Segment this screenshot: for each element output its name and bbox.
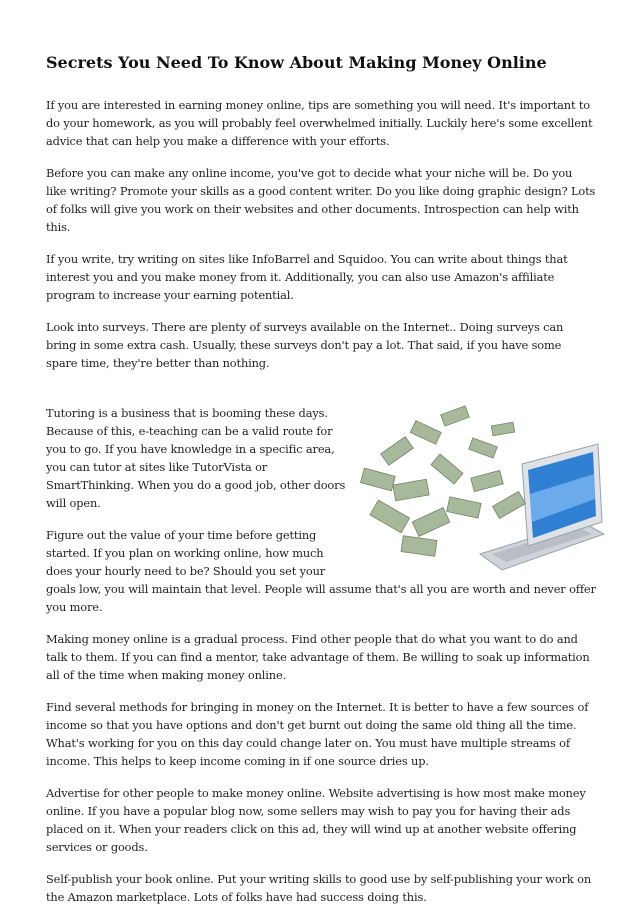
paragraph-intro: If you are interested in earning money online, tips are something you will need. It's important to do your homework, as you will probably feel overwhelmed initially. Luckily here's some excellent advice that can help you make a difference with your efforts. bbox=[46, 98, 593, 148]
bill bbox=[441, 406, 470, 426]
paragraph-writing-sites: If you write, try writing on sites like InfoBarrel and Squidoo. You can write about things that interest you and you make money from it. Additionally, you can also use Amazon's affiliate program to increase your earning potential. bbox=[46, 252, 568, 302]
document-page bbox=[46, 46, 596, 920]
bill bbox=[393, 479, 429, 501]
paragraph-multiple-methods: Find several methods for bringing in money on the Internet. It is better to have a few sources of income so that you have options and don't get burnt out doing the same old thing all the time. What's working for you on this day could change later on. You must have multiple streams of income. This helps to keep income coming in if one source dries up. bbox=[46, 700, 589, 768]
paragraph-surveys: Look into surveys. There are plenty of surveys available on the Internet.. Doing surveys can bring in some extra cash. Usually, these surveys don't pay a lot. That said, if you have some spare time, they're better than nothing. bbox=[46, 320, 564, 370]
section-spacer bbox=[46, 386, 596, 404]
bill bbox=[412, 508, 450, 537]
bill bbox=[447, 497, 481, 518]
bill bbox=[381, 437, 414, 466]
bill bbox=[491, 422, 514, 436]
bill bbox=[431, 454, 463, 484]
bill bbox=[410, 421, 441, 445]
paragraph-niche: Before you can make any online income, you've got to decide what your niche will be. Do you like writing? Promote your skills as a good content writer. Do you like doing graphic design? Lots of folks will give you work on their websites and other documents. Introspection can help with this. bbox=[46, 166, 596, 234]
paragraph-time-value: Figure out the value of your time before getting started. If you plan on working online, how much does your hourly need to be? Should you set your goals low, you will maintain that level. People will assume that's all you are worth and never offer you more. bbox=[46, 528, 596, 614]
paragraph-gradual-process: Making money online is a gradual process. Find other people that do what you want to do and talk to them. If you can find a mentor, take advantage of them. Be willing to soak up information all of the time when making money online. bbox=[46, 632, 590, 682]
bill bbox=[370, 500, 410, 533]
bill bbox=[471, 470, 504, 491]
bill bbox=[401, 536, 437, 557]
paragraph-advertise: Advertise for other people to make money online. Website advertising is how most make money online. If you have a popular blog now, some sellers may wish to pay you for having their ads placed on it. When your readers click on this ad, they will wind up at another website offering services or goods. bbox=[46, 786, 586, 854]
paragraph-tutoring: Tutoring is a business that is booming these days. Because of this, e-teaching can be a valid route for you to go. If you have knowledge in a specific area, you can tutor at sites like TutorVista or SmartThinking. When you do a good job, other doors will open. bbox=[46, 406, 346, 510]
bill bbox=[469, 438, 498, 458]
flying-bills bbox=[360, 406, 525, 556]
paragraph-self-publish: Self-publish your book online. Put your writing skills to good use by self-publishing your work on the Amazon marketplace. Lots of folks have had success doing this. bbox=[46, 872, 592, 904]
bill bbox=[360, 468, 395, 491]
document-title: Secrets You Need To Know About Making Money Online bbox=[46, 53, 547, 72]
money-laptop-illustration bbox=[352, 404, 606, 574]
bill bbox=[493, 491, 526, 518]
money-laptop-image bbox=[352, 404, 606, 574]
